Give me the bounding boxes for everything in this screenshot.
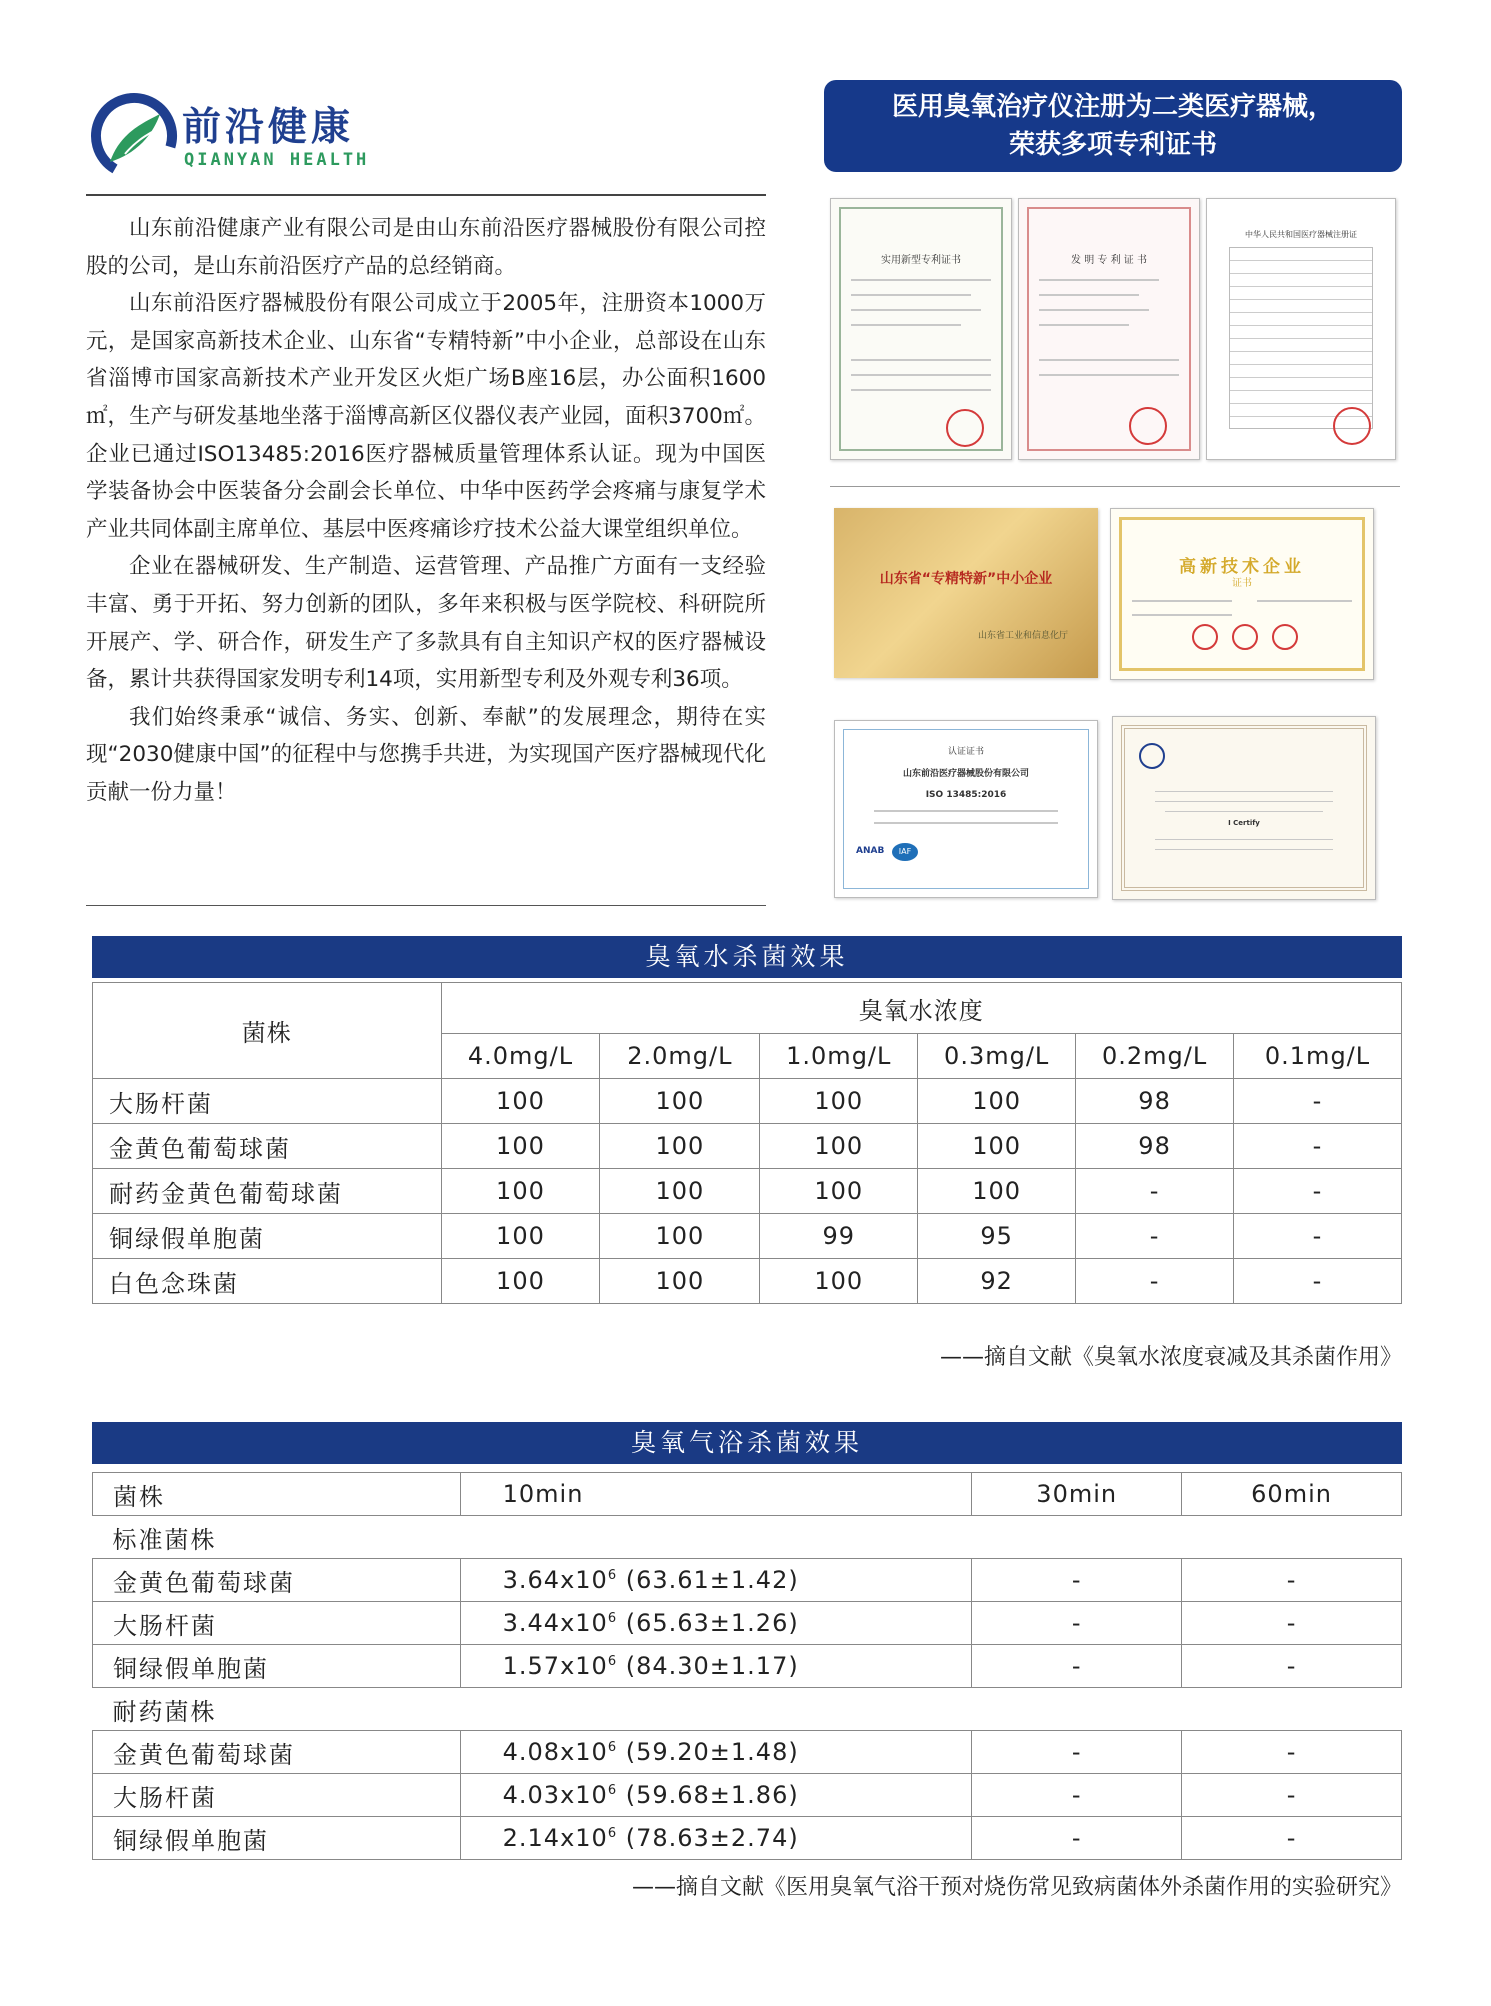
table-row — [93, 1559, 1402, 1602]
count-30min: - — [972, 1602, 1182, 1645]
kill-rate: 92 — [918, 1259, 1076, 1304]
english-certificate — [1112, 716, 1376, 900]
concentration-column: 0.3mg/L — [918, 1034, 1076, 1079]
gas-table-source: ——摘自文献《医用臭氧气浴干预对烧伤常见致病菌体外杀菌作用的实验研究》 — [631, 1875, 1402, 1900]
kill-rate: - — [1234, 1259, 1402, 1304]
count-60min: - — [1182, 1645, 1402, 1688]
invention-patent-certificate — [1018, 198, 1200, 460]
count-30min: - — [972, 1774, 1182, 1817]
kill-rate: - — [1234, 1169, 1402, 1214]
table-row — [93, 1214, 1402, 1259]
specialized-enterprise-plaque — [834, 508, 1098, 678]
strain-header: 菌株 — [93, 1473, 461, 1516]
table-row — [93, 1602, 1402, 1645]
count-30min: - — [972, 1559, 1182, 1602]
count-60min: - — [1182, 1817, 1402, 1860]
kill-rate: 100 — [918, 1124, 1076, 1169]
kill-rate: 100 — [600, 1169, 760, 1214]
intro-paragraph: 我们始终秉承“诚信、务实、创新、奉献”的发展理念，期待在实现“2030健康中国”的征程中与您携手共进，为实现国产医疗器械现代化贡献一份力量！ — [86, 704, 766, 805]
strain-name: 金黄色葡萄球菌 — [93, 1124, 442, 1169]
kill-rate: 100 — [760, 1169, 918, 1214]
concentration-column: 1.0mg/L — [760, 1034, 918, 1079]
table-row — [93, 1731, 1402, 1774]
kill-rate: 100 — [600, 1079, 760, 1124]
kill-rate: 98 — [1076, 1124, 1234, 1169]
water-table-title: 臭氧水杀菌效果 — [92, 936, 1402, 978]
intro-paragraph: 山东前沿健康产业有限公司是由山东前沿医疗器械股份有限公司控股的公司，是山东前沿医疗产品的总经销商。 — [86, 216, 766, 279]
strain-name: 大肠杆菌 — [93, 1602, 461, 1645]
iso-certificate — [834, 720, 1098, 898]
kill-rate: 100 — [600, 1214, 760, 1259]
intro-paragraph: 企业在器械研发、生产制造、运营管理、产品推广方面有一支经验丰富、勇于开拓、努力创新的团队，多年来积极与医学院校、科研院所开展产、学、研合作，研发生产了多款具有自主知识产权的医疗器械设备，累计共获得国家发明专利14项，实用新型专利及外观专利36项。 — [86, 554, 766, 693]
count-30min: - — [972, 1817, 1182, 1860]
table-row — [93, 1645, 1402, 1688]
count-60min: - — [1182, 1774, 1402, 1817]
table-row — [93, 1079, 1402, 1124]
concentration-column: 0.2mg/L — [1076, 1034, 1234, 1079]
ozone-water-table — [92, 982, 1402, 1304]
count-30min: - — [972, 1645, 1182, 1688]
kill-rate: 100 — [441, 1169, 600, 1214]
iaf-logo: IAF — [892, 843, 918, 861]
kill-rate: 100 — [441, 1214, 600, 1259]
count-60min: - — [1182, 1602, 1402, 1645]
brand-name-en: QIANYAN HEALTH — [184, 150, 370, 170]
strain-name: 大肠杆菌 — [93, 1079, 442, 1124]
kill-rate: 100 — [441, 1259, 600, 1304]
strain-name: 耐药金黄色葡萄球菌 — [93, 1169, 442, 1214]
high-tech-enterprise-certificate — [1110, 508, 1374, 680]
cert-title: 发 明 专 利 证 书 — [1071, 255, 1147, 266]
table-row — [93, 1817, 1402, 1860]
count-value: $4.03x10^6$ (59.68±1.86) — [460, 1774, 972, 1817]
strain-name: 铜绿假单胞菌 — [93, 1645, 461, 1688]
cert-company: 山东前沿医疗器械股份有限公司 — [902, 769, 1029, 779]
count-value: $3.64x10^6$ (63.61±1.42) — [460, 1559, 972, 1602]
water-table-source: ——摘自文献《臭氧水浓度衰减及其杀菌作用》 — [939, 1345, 1402, 1370]
cert-subtitle: 证书 — [1232, 578, 1252, 589]
plaque-issuer: 山东省工业和信息化厅 — [977, 631, 1068, 641]
kill-rate: 99 — [760, 1214, 918, 1259]
strain-name: 金黄色葡萄球菌 — [93, 1559, 461, 1602]
group-label: 标准菌株 — [93, 1516, 1402, 1559]
ozone-gas-table — [92, 1472, 1402, 1860]
gas-table-title: 臭氧气浴杀菌效果 — [92, 1422, 1402, 1464]
kill-rate: 100 — [918, 1169, 1076, 1214]
count-60min: - — [1182, 1559, 1402, 1602]
time-column: 10min — [460, 1473, 972, 1516]
qianyan-logo-icon — [90, 92, 178, 180]
kill-rate: 100 — [600, 1259, 760, 1304]
kill-rate: 100 — [760, 1079, 918, 1124]
kill-rate: - — [1234, 1079, 1402, 1124]
strain-name: 铜绿假单胞菌 — [93, 1214, 442, 1259]
company-intro — [86, 210, 766, 812]
cert-title: 高新技术企业 — [1179, 557, 1305, 577]
utility-patent-certificate — [830, 198, 1012, 460]
count-value: $2.14x10^6$ (78.63±2.74) — [460, 1817, 972, 1860]
divider — [86, 905, 766, 906]
kill-rate: 100 — [760, 1124, 918, 1169]
cert-banner — [824, 80, 1402, 172]
cert-title: I Certify — [1228, 819, 1260, 827]
count-60min: - — [1182, 1731, 1402, 1774]
concentration-column: 2.0mg/L — [600, 1034, 760, 1079]
kill-rate: - — [1076, 1214, 1234, 1259]
count-value: $3.44x10^6$ (65.63±1.26) — [460, 1602, 972, 1645]
count-30min: - — [972, 1731, 1182, 1774]
plaque-title: 山东省“专精特新”中小企业 — [879, 571, 1053, 587]
strain-name: 铜绿假单胞菌 — [93, 1817, 461, 1860]
divider — [86, 194, 766, 196]
kill-rate: 98 — [1076, 1079, 1234, 1124]
registration-certificate — [1206, 198, 1396, 460]
kill-rate: 95 — [918, 1214, 1076, 1259]
strain-header: 菌株 — [93, 983, 442, 1079]
kill-rate: 100 — [760, 1259, 918, 1304]
kill-rate: 100 — [918, 1079, 1076, 1124]
kill-rate: 100 — [600, 1124, 760, 1169]
concentration-header: 臭氧水浓度 — [441, 983, 1402, 1034]
concentration-column: 0.1mg/L — [1234, 1034, 1402, 1079]
count-value: $4.08x10^6$ (59.20±1.48) — [460, 1731, 972, 1774]
intro-paragraph: 山东前沿医疗器械股份有限公司成立于2005年，注册资本1000万元，是国家高新技术企业、山东省“专精特新”中小企业，总部设在山东省淄博市国家高新技术产业开发区火炬广场B座16层，办公面积1600㎡，生产与研发基地坐落于淄博高新区仪器仪表产业园，面积3700㎡。企业已通过ISO13485:2016医疗器械质量管理体系认证。现为中国医学装备协会中医装备分会副会长单位、中华中医药学会疼痛与康复学术产业共同体副主席单位、基层中医疼痛诊疗技术公益大课堂组织单位。 — [86, 291, 766, 542]
kill-rate: 100 — [441, 1124, 600, 1169]
table-row — [93, 1169, 1402, 1214]
divider — [830, 486, 1400, 487]
cert-title: 认证证书 — [947, 747, 984, 757]
time-column: 60min — [1182, 1473, 1402, 1516]
anab-logo: ANAB — [856, 846, 885, 856]
concentration-column: 4.0mg/L — [441, 1034, 600, 1079]
banner-line: 荣获多项专利证书 — [1008, 130, 1217, 160]
kill-rate: - — [1234, 1124, 1402, 1169]
table-row — [93, 1774, 1402, 1817]
cert-title: 中华人民共和国医疗器械注册证 — [1245, 230, 1357, 239]
kill-rate: - — [1076, 1169, 1234, 1214]
strain-name: 白色念珠菌 — [93, 1259, 442, 1304]
kill-rate: - — [1076, 1259, 1234, 1304]
cert-title: 实用新型专利证书 — [881, 255, 961, 266]
brand-name-cn: 前沿健康 — [182, 105, 355, 150]
banner-line: 医用臭氧治疗仪注册为二类医疗器械， — [891, 92, 1334, 122]
cert-standard: ISO 13485:2016 — [925, 790, 1007, 800]
group-label: 耐药菌株 — [93, 1688, 1402, 1731]
kill-rate: - — [1234, 1214, 1402, 1259]
count-value: $1.57x10^6$ (84.30±1.17) — [460, 1645, 972, 1688]
time-column: 30min — [972, 1473, 1182, 1516]
strain-name: 金黄色葡萄球菌 — [93, 1731, 461, 1774]
strain-name: 大肠杆菌 — [93, 1774, 461, 1817]
table-row — [93, 1259, 1402, 1304]
kill-rate: 100 — [441, 1079, 600, 1124]
table-row — [93, 1124, 1402, 1169]
